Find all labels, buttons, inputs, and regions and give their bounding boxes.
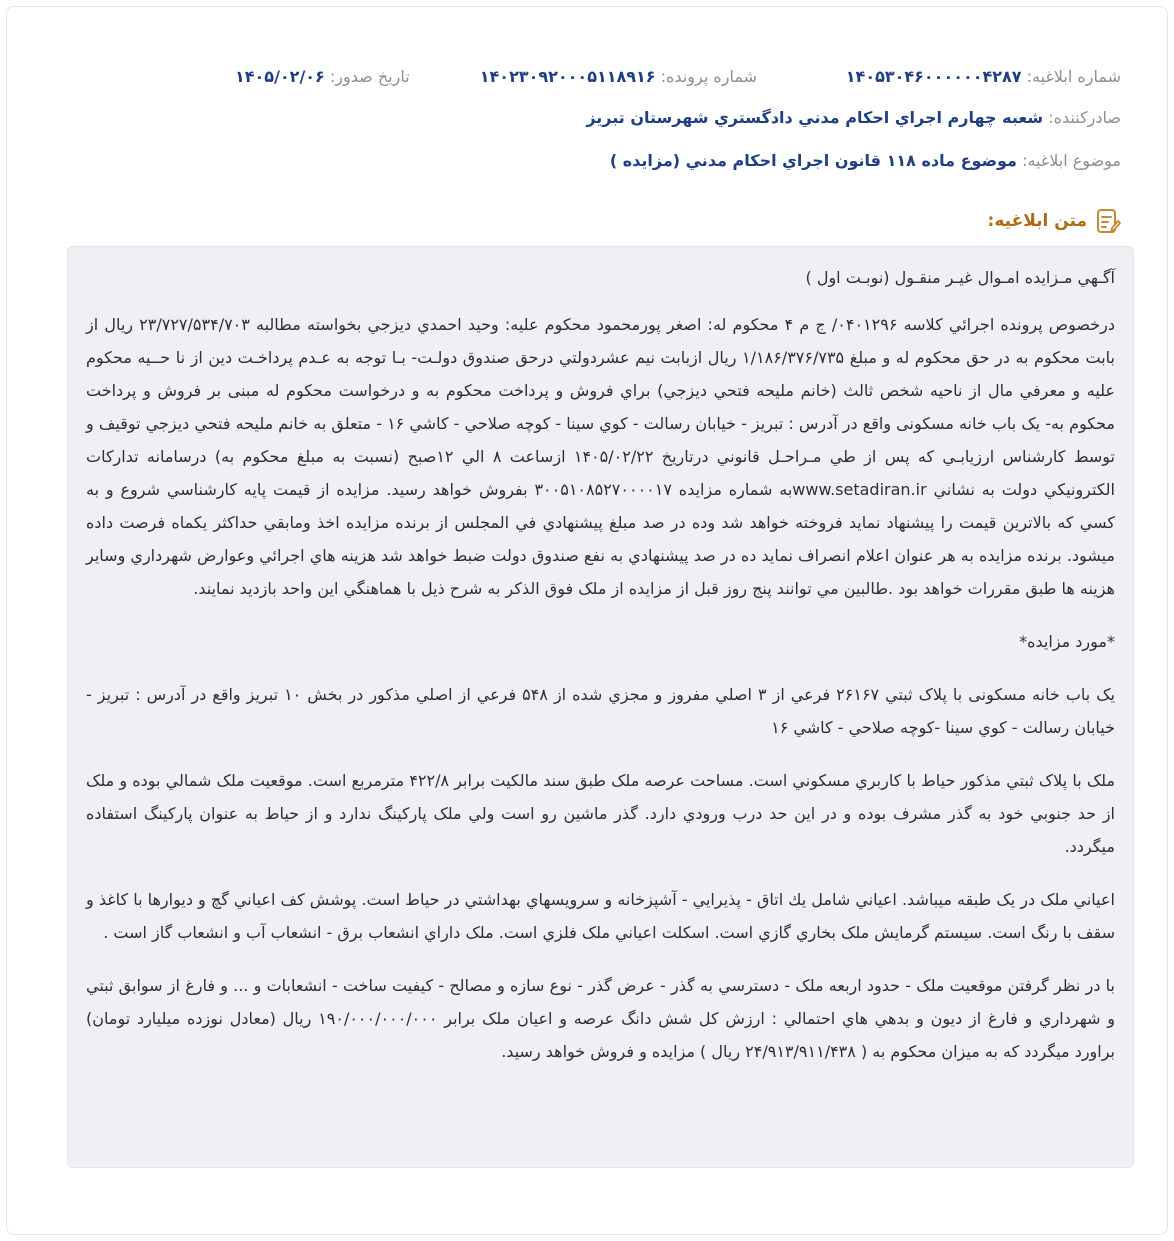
issue-date-label: تاريخ صدور: bbox=[329, 67, 410, 86]
notice-number-label: شماره ابلاغيه: bbox=[1026, 67, 1121, 86]
subject-row bbox=[67, 147, 1121, 175]
notice-content-box bbox=[67, 246, 1134, 1168]
section-header bbox=[988, 205, 1121, 237]
issuer-label: صادرکننده: bbox=[1048, 108, 1121, 127]
notice-title: آگـهي مـزايده امـوال غيـر منقـول (نوبـت اول ) bbox=[805, 268, 1115, 287]
notice-number bbox=[846, 63, 1121, 91]
property-description: يک باب خانه مسکونی با پلاک ثبتي ۲۶۱۶۷ فرعي از ۳ اصلي مفروز و مجزي شده از ۵۴۸ فرعي از اصلي مذکور در بخش ۱۰ تبريز واقع در آدرس : تبريز - خيابان رسالت - کوي سينا -کوچه صلاحي - کاشي ۱۶ bbox=[86, 685, 1116, 737]
notice-paragraph-main: درخصوص پرونده اجرائي کلاسه ۰۴۰۱۲۹۶/ ج م ۴ محکوم له: اصغر پورمحمود محکوم عليه: وحيد احمدي ديزجي بخواسته مطالبه ۲۳/۷۲۷/۵۳۴/۷۰۳ ريال از بابت محکوم به در حق محکوم له و مبلغ ۱/۱۸۶/۳۷۶/۷۳۵ ريال ازبابت نيم عشردولتي درحق صندوق دولـت- بـا توجه به عـدم پرداخـت دين از نا حــيه محکوم عليه و معرفي مال از ناحيه شخص ثالث (خانم مليحه فتحي ديزجي) براي فروش و پرداخت محکوم به و درخواست محکوم له مبنی بر فروش و پرداخت محکوم به- يک باب خانه مسکونی واقع در آدرس : تبريز - خيابان رسالت - کوي سينا - کوچه صلاحي - کاشي ۱۶ - متعلق به خانم مليحه فتحي ديزجي توقيف و توسط کارشناس ارزيابـي که پس از طي مـراحـل قانوني درتاريخ ۱۴۰۵/۰۲/۲۲ ازساعت ۸ الي ۱۲صبح (نسبت به مبلغ محکوم به) درسامانه تدارکات الکترونيکي دولت به نشاني www.setadiran.irبه شماره مزايده ۳۰۰۵۱۰۸۵۲۷۰۰۰۰۱۷ بفروش خواهد رسيد. مزايده از قيمت پايه کارشناسي شروع و به کسي که بالاترين قيمت را پيشنهاد نمايد فروخته خواهد شد وده در صد مبلغ پيشنهادي في المجلس از برنده مزايده اخذ ومابقي حداکثر يکماه فرصت داده ميشود. برنده مزايده به هر عنوان اعلام انصراف نمايد ده در صد پيشنهادي به نفع صندوق دولت ضبط خواهد شد هزينه هاي اجرائي وعوارض شهرداري وساير هزينه ها طبق مقررات خواهد بود .طالبين مي توانند پنج روز قبل از مزايده از ملک فوق الذکر به شرح ذيل با هماهنگي اين واحد بازديد نمايند. bbox=[86, 315, 1116, 598]
issue-date bbox=[235, 63, 410, 91]
notice-card bbox=[6, 6, 1168, 1235]
issue-date-value: ۱۴۰۵/۰۲/۰۶ bbox=[235, 67, 325, 86]
issuer-row bbox=[67, 104, 1121, 132]
building-details: اعياني ملک در يک طبقه ميباشد. اعياني شامل يك اتاق - پذيرايي - آشپزخانه و سرويسهاي بهداشتي در حياط است. پوشش کف اعياني گچ و ديوارها با کاغذ و سقف با رنگ است. سيستم گرمايش ملک بخاري گازي است. اسکلت اعياني ملک فلزي است. ملک داراي انشعاب برق - انشعاب آب و انشعاب گاز است . bbox=[86, 890, 1115, 942]
issuer-value: شعبه چهارم اجراي احکام مدني دادگستري شهرستان تبريز bbox=[586, 108, 1044, 127]
auction-item-heading: *مورد مزايده* bbox=[1019, 632, 1115, 651]
meta-row bbox=[67, 63, 1121, 91]
subject-value: موضوع ماده ۱۱۸ قانون اجراي احکام مدني (مزايده ) bbox=[609, 151, 1017, 170]
subject-label: موضوع ابلاغيه: bbox=[1022, 151, 1121, 170]
case-number-value: ۱۴۰۲۳۰۹۲۰۰۰۵۱۱۸۹۱۶ bbox=[479, 67, 656, 86]
notice-text bbox=[86, 261, 1115, 1088]
document-edit-icon bbox=[1095, 207, 1121, 235]
notice-number-value: ۱۴۰۵۳۰۴۶۰۰۰۰۰۰۴۲۸۷ bbox=[845, 67, 1022, 86]
property-details: ملک با پلاک ثبتي مذکور حياط با کاربري مسکوني است. مساحت عرصه ملک طبق سند مالکيت برابر ۴۲۲/۸ مترمربع است. موقعيت ملک شمالي بوده و ملک از حد جنوبي خود به گذر مشرف بوده و در اين حد درب ورودي دارد. گذر ماشين رو است ولي ملک پارکينگ ندارد و از حياط به عنوان پارکينگ استفاده ميگردد. bbox=[86, 771, 1116, 856]
section-title: متن ابلاغيه: bbox=[987, 211, 1087, 231]
valuation-paragraph: با در نظر گرفتن موقعيت ملک - حدود اربعه ملک - دسترسي به گذر - عرض گذر - نوع سازه و مصالح - کيفيت ساخت - انشعابات و ... و فارغ از سوابق ثبتي و شهرداري و فارغ از ديون و بدهي هاي احتمالي : ارزش کل شش دانگ عرصه و اعيان ملک برابر ۱۹۰/۰۰۰/۰۰۰/۰۰۰ ريال (معادل نوزده ميليارد تومان) براورد ميگردد که به ميزان محکوم به ( ۲۴/۹۱۳/۹۱۱/۴۳۸ ريال ) مزايده و فروش خواهد رسيد. bbox=[86, 976, 1116, 1061]
case-number-label: شماره پرونده: bbox=[660, 67, 757, 86]
case-number bbox=[480, 63, 757, 91]
